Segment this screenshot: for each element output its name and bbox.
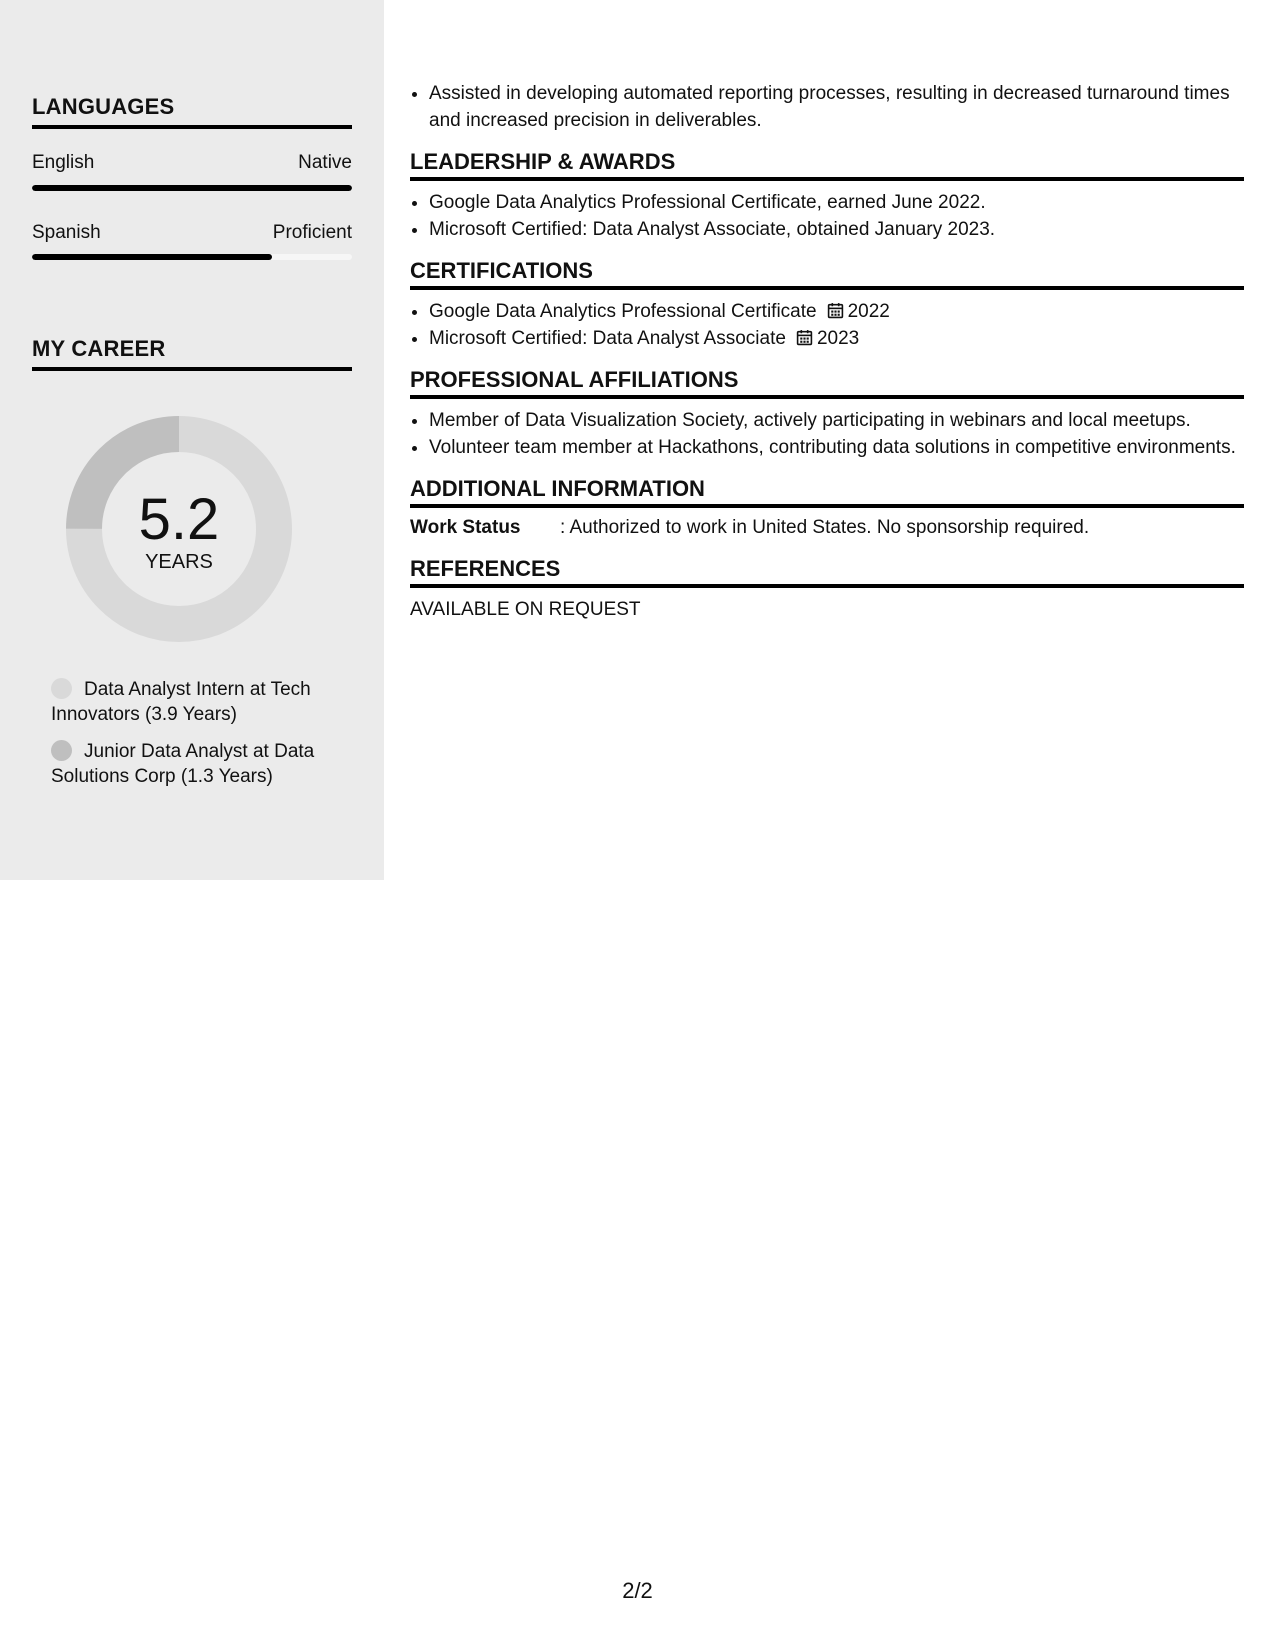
certification-year: 2023 bbox=[816, 328, 860, 349]
affiliations-list bbox=[410, 407, 1244, 461]
career-total-years: 5.2 bbox=[138, 487, 220, 552]
work-status-label: Work Status bbox=[410, 517, 521, 538]
certification-year: 2022 bbox=[847, 301, 890, 322]
language-row-english bbox=[32, 152, 352, 174]
certification-name: Microsoft Certified: Data Analyst Associate bbox=[429, 328, 786, 349]
language-bar-spanish bbox=[32, 254, 352, 260]
work-status-row bbox=[410, 514, 1244, 541]
list-item bbox=[429, 325, 1244, 352]
language-bar-english bbox=[32, 185, 352, 191]
language-level: Proficient bbox=[272, 222, 352, 243]
calendar-icon bbox=[827, 302, 844, 319]
list-item bbox=[429, 298, 1244, 325]
certifications-list bbox=[410, 298, 1244, 352]
career-total-unit: YEARS bbox=[145, 551, 213, 573]
leadership-list bbox=[410, 189, 1244, 243]
language-name: English bbox=[32, 152, 95, 173]
work-status-value: : Authorized to work in United States. No sponsorship required. bbox=[560, 517, 1090, 538]
certification-name: Google Data Analytics Professional Certificate bbox=[429, 301, 817, 322]
certifications-heading: CERTIFICATIONS bbox=[410, 258, 1244, 290]
list-item: • Microsoft Certified: Data Analyst Associate, obtained January 2023. bbox=[429, 216, 1244, 243]
list-item: • Assisted in developing automated reporting processes, resulting in decreased turnaround times and increased precision in deliverables. bbox=[429, 80, 1244, 134]
page-number: 2/2 bbox=[622, 1578, 653, 1603]
legend-dot-icon bbox=[51, 678, 72, 699]
language-row-spanish bbox=[32, 222, 352, 244]
career-heading: MY CAREER bbox=[32, 336, 352, 371]
career-legend-item bbox=[51, 677, 341, 727]
additional-info-heading: ADDITIONAL INFORMATION bbox=[410, 476, 1244, 508]
sidebar bbox=[0, 0, 384, 880]
list-item: • Google Data Analytics Professional Certificate, earned June 2022. bbox=[429, 189, 1244, 216]
main-content bbox=[410, 80, 1244, 623]
career-legend-item bbox=[51, 739, 341, 789]
legend-dot-icon bbox=[51, 740, 72, 761]
experience-bullets bbox=[410, 80, 1244, 134]
languages-heading: LANGUAGES bbox=[32, 94, 352, 129]
calendar-icon bbox=[796, 329, 813, 346]
list-item: • Member of Data Visualization Society, actively participating in webinars and local meetups. bbox=[429, 407, 1244, 434]
references-heading: REFERENCES bbox=[410, 556, 1244, 588]
language-bar-fill bbox=[32, 185, 352, 191]
list-item: • Volunteer team member at Hackathons, contributing data solutions in competitive environments. bbox=[429, 434, 1244, 461]
leadership-heading: LEADERSHIP & AWARDS bbox=[410, 149, 1244, 181]
language-level: Native bbox=[298, 152, 352, 173]
language-name: Spanish bbox=[32, 222, 101, 243]
legend-label: Junior Data Analyst at Data Solutions Corp (1.3 Years) bbox=[51, 741, 315, 787]
language-bar-fill bbox=[32, 254, 272, 260]
affiliations-heading: PROFESSIONAL AFFILIATIONS bbox=[410, 367, 1244, 399]
references-text: AVAILABLE ON REQUEST bbox=[410, 599, 641, 620]
legend-label: Data Analyst Intern at Tech Innovators (3.9 Years) bbox=[51, 679, 311, 725]
